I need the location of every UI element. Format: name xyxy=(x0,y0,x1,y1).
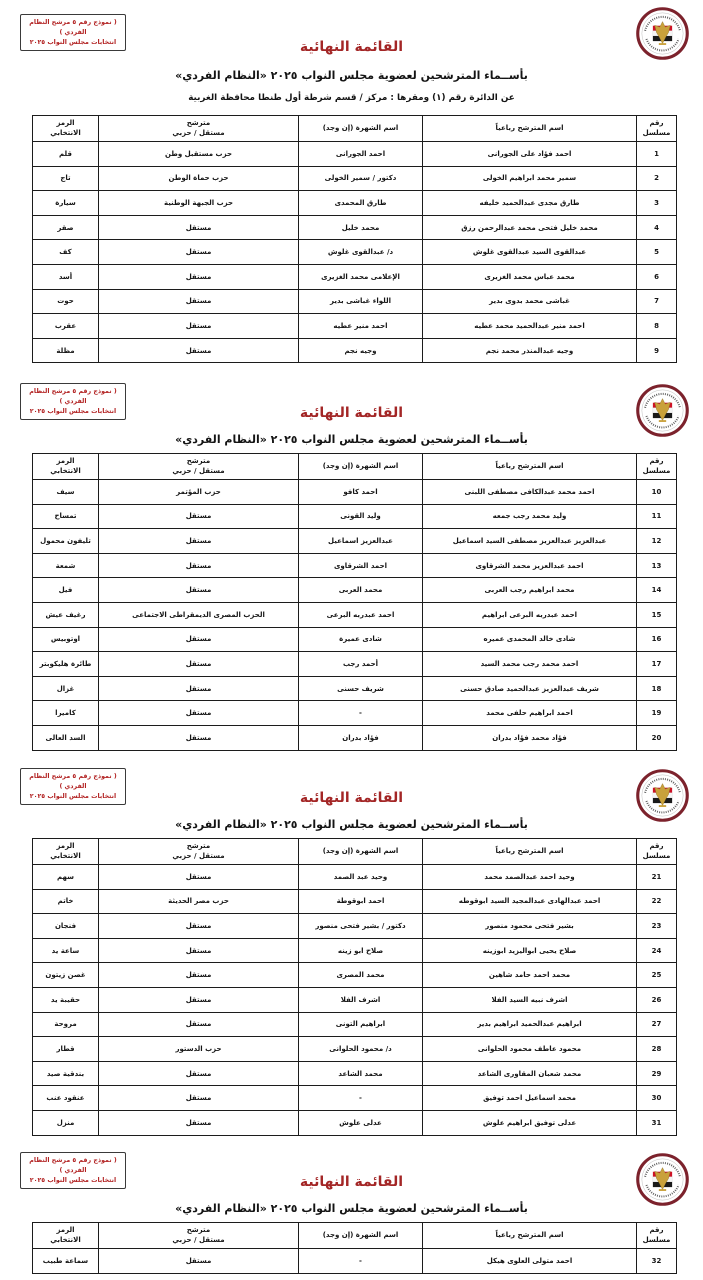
candidate-name-cell: احمد فؤاد على الجورانى xyxy=(423,142,637,167)
serial-cell: 27 xyxy=(637,1012,677,1037)
affiliation-cell: مستقل xyxy=(99,264,299,289)
header-affiliation: مترشح مستقل / حزبي xyxy=(99,116,299,142)
candidate-row xyxy=(33,987,677,1012)
affiliation-cell: حزب المؤتمر xyxy=(99,480,299,505)
serial-cell: 23 xyxy=(637,914,677,939)
candidate-name-cell: احمد ابراهيم حلفى محمد xyxy=(423,701,637,726)
form-box-line2: انتخابات مجلس النواب ٢٠٢٥ xyxy=(29,407,117,415)
candidate-name-cell: عبدالعزيز عبدالعزيز مصطفى السيد اسماعيل xyxy=(423,529,637,554)
affiliation-cell: حزب مصر الحديثة xyxy=(99,889,299,914)
candidate-row xyxy=(33,676,677,701)
affiliation-cell: مستقل xyxy=(99,701,299,726)
page-subtitle: بأســماء المترشحين لعضوية مجلس النواب ٢٠٢٥ «النظام الفردي» xyxy=(175,1202,528,1215)
fame-name-cell: طارق المحمدى xyxy=(299,191,423,216)
serial-cell: 6 xyxy=(637,264,677,289)
page-subtitle: بأســماء المترشحين لعضوية مجلس النواب ٢٠٢٥ «النظام الفردي» xyxy=(175,818,528,831)
header-fame-name: اسم الشهرة (إن وجد) xyxy=(299,839,423,865)
serial-cell: 5 xyxy=(637,240,677,265)
fame-name-cell: وحيد عبد الصمد xyxy=(299,865,423,890)
header-candidate-name: اسم المترشح رباعياً xyxy=(423,454,637,480)
electoral-symbol-cell: حوت xyxy=(33,289,99,314)
candidate-row xyxy=(33,865,677,890)
serial-cell: 17 xyxy=(637,652,677,677)
fame-name-cell: احمد عبدربه البرعى xyxy=(299,602,423,627)
header-electoral-symbol: الرمز الانتخابي xyxy=(33,454,99,480)
affiliation-cell: مستقل xyxy=(99,963,299,988)
electoral-symbol-cell: السد العالى xyxy=(33,725,99,750)
candidate-row xyxy=(33,166,677,191)
candidate-row xyxy=(33,553,677,578)
header-serial: رقم مسلسل xyxy=(637,839,677,865)
affiliation-cell: حزب حماة الوطن xyxy=(99,166,299,191)
header-fame-name: اسم الشهرة (إن وجد) xyxy=(299,116,423,142)
electoral-symbol-cell: شمعة xyxy=(33,553,99,578)
candidate-name-cell: بشير فتحى محمود منصور xyxy=(423,914,637,939)
affiliation-cell: مستقل xyxy=(99,1086,299,1111)
candidate-name-cell: احمد عبدالعزيز محمد الشرقاوى xyxy=(423,553,637,578)
affiliation-cell: مستقل xyxy=(99,529,299,554)
header-electoral-symbol: الرمز الانتخابي xyxy=(33,839,99,865)
affiliation-cell: مستقل xyxy=(99,1061,299,1086)
electoral-symbol-cell: خاتم xyxy=(33,889,99,914)
fame-name-cell: عبدالعزيز اسماعيل xyxy=(299,529,423,554)
fame-name-cell: دكتور / سمير الخولى xyxy=(299,166,423,191)
candidate-row xyxy=(33,725,677,750)
candidates-table xyxy=(32,838,677,1136)
fame-name-cell: وليد القونى xyxy=(299,504,423,529)
table-header-row xyxy=(33,1223,677,1249)
fame-name-cell: اللواء غباشى بدير xyxy=(299,289,423,314)
serial-cell: 15 xyxy=(637,602,677,627)
fame-name-cell: احمد كافو xyxy=(299,480,423,505)
header-candidate-name: اسم المترشح رباعياً xyxy=(423,1223,637,1249)
serial-cell: 31 xyxy=(637,1110,677,1135)
fame-name-cell: شادى عميرة xyxy=(299,627,423,652)
affiliation-cell: مستقل xyxy=(99,865,299,890)
form-box-line2: انتخابات مجلس النواب ٢٠٢٥ xyxy=(29,38,117,46)
affiliation-cell: مستقل xyxy=(99,240,299,265)
candidates-table xyxy=(32,453,677,751)
candidate-name-cell: محمد اسماعيل احمد توفيق xyxy=(423,1086,637,1111)
form-box-line1: ( نموذج رقم ٥ مرشح النظام الفردي ) xyxy=(29,19,117,36)
candidate-row xyxy=(33,480,677,505)
affiliation-cell: مستقل xyxy=(99,578,299,603)
serial-cell: 26 xyxy=(637,987,677,1012)
affiliation-cell: مستقل xyxy=(99,289,299,314)
candidate-row xyxy=(33,1012,677,1037)
electoral-symbol-cell: أسد xyxy=(33,264,99,289)
serial-cell: 30 xyxy=(637,1086,677,1111)
serial-cell: 3 xyxy=(637,191,677,216)
fame-name-cell: احمد ابوقوطة xyxy=(299,889,423,914)
candidate-name-cell: غباشى محمد بدوى بدير xyxy=(423,289,637,314)
candidate-name-cell: عبدالقوى السيد عبدالقوى غلوش xyxy=(423,240,637,265)
candidate-name-cell: احمد منير عبدالحميد محمد عطيه xyxy=(423,314,637,339)
affiliation-cell: الحزب المصرى الديمقراطى الاجتماعى xyxy=(99,602,299,627)
candidates-table xyxy=(32,1222,677,1274)
fame-name-cell: اشرف الفلا xyxy=(299,987,423,1012)
electoral-symbol-cell: فيل xyxy=(33,578,99,603)
electoral-symbol-cell: اوتوبيس xyxy=(33,627,99,652)
candidate-row xyxy=(33,240,677,265)
header-electoral-symbol: الرمز الانتخابي xyxy=(33,1223,99,1249)
header-serial: رقم مسلسل xyxy=(637,116,677,142)
electoral-symbol-cell: كف xyxy=(33,240,99,265)
candidates-table xyxy=(32,115,677,363)
affiliation-cell: مستقل xyxy=(99,1249,299,1274)
affiliation-cell: مستقل xyxy=(99,338,299,363)
candidate-name-cell: محمد احمد حامد شاهين xyxy=(423,963,637,988)
electoral-symbol-cell: تمساح xyxy=(33,504,99,529)
candidate-name-cell: احمد محمد عبدالكافى مصطفى اللبنى xyxy=(423,480,637,505)
affiliation-cell: مستقل xyxy=(99,1012,299,1037)
candidate-row xyxy=(33,314,677,339)
electoral-symbol-cell: غصن زيتون xyxy=(33,963,99,988)
electoral-symbol-cell: منزل xyxy=(33,1110,99,1135)
candidate-row xyxy=(33,889,677,914)
affiliation-cell: مستقل xyxy=(99,627,299,652)
candidate-row xyxy=(33,652,677,677)
candidate-row xyxy=(33,1037,677,1062)
serial-cell: 9 xyxy=(637,338,677,363)
candidate-row xyxy=(33,191,677,216)
header-serial: رقم مسلسل xyxy=(637,454,677,480)
serial-cell: 10 xyxy=(637,480,677,505)
candidate-name-cell: محمد شعبان المقاورى الشاعد xyxy=(423,1061,637,1086)
electoral-symbol-cell: ساعة يد xyxy=(33,938,99,963)
affiliation-cell: مستقل xyxy=(99,938,299,963)
affiliation-cell: حزب مستقبل وطن xyxy=(99,142,299,167)
candidate-row xyxy=(33,215,677,240)
candidate-name-cell: شادى خالد المحمدى عميره xyxy=(423,627,637,652)
electoral-symbol-cell: رغيف عيش xyxy=(33,602,99,627)
candidate-name-cell: محمد خليل فتحى محمد عبدالرحمن رزق xyxy=(423,215,637,240)
fame-name-cell: محمد المصرى xyxy=(299,963,423,988)
header-fame-name: اسم الشهرة (إن وجد) xyxy=(299,454,423,480)
header-affiliation: مترشح مستقل / حزبي xyxy=(99,1223,299,1249)
electoral-symbol-cell: تليفون محمول xyxy=(33,529,99,554)
serial-cell: 12 xyxy=(637,529,677,554)
page-title: القائمة النهائية xyxy=(299,790,404,806)
affiliation-cell: مستقل xyxy=(99,652,299,677)
candidate-name-cell: محمود عاطف محمود الحلوانى xyxy=(423,1037,637,1062)
fame-name-cell: محمد الشاعد xyxy=(299,1061,423,1086)
serial-cell: 22 xyxy=(637,889,677,914)
serial-cell: 25 xyxy=(637,963,677,988)
serial-cell: 18 xyxy=(637,676,677,701)
candidate-row xyxy=(33,627,677,652)
fame-name-cell: شريف حسنى xyxy=(299,676,423,701)
candidate-row xyxy=(33,701,677,726)
candidate-name-cell: محمد ابراهيم رجب العربى xyxy=(423,578,637,603)
serial-cell: 11 xyxy=(637,504,677,529)
candidate-name-cell: احمد متولى العلوى هيكل xyxy=(423,1249,637,1274)
page-title: القائمة النهائية xyxy=(299,405,404,421)
electoral-symbol-cell: طائرة هليكوبتر xyxy=(33,652,99,677)
table-header-row xyxy=(33,454,677,480)
affiliation-cell: مستقل xyxy=(99,1110,299,1135)
table-header-row xyxy=(33,839,677,865)
fame-name-cell: احمد منير عطيه xyxy=(299,314,423,339)
electoral-symbol-cell: حقيبة يد xyxy=(33,987,99,1012)
fame-name-cell: احمد الجورانى xyxy=(299,142,423,167)
serial-cell: 28 xyxy=(637,1037,677,1062)
electoral-symbol-cell: قطار xyxy=(33,1037,99,1062)
fame-name-cell: - xyxy=(299,1086,423,1111)
electoral-symbol-cell: مظلة xyxy=(33,338,99,363)
candidate-row xyxy=(33,1061,677,1086)
fame-name-cell: صلاح ابو زينه xyxy=(299,938,423,963)
candidate-row xyxy=(33,142,677,167)
candidate-row xyxy=(33,504,677,529)
electoral-symbol-cell: غزال xyxy=(33,676,99,701)
affiliation-cell: مستقل xyxy=(99,215,299,240)
form-box-line1: ( نموذج رقم ٥ مرشح النظام الفردي ) xyxy=(29,773,117,790)
fame-name-cell: ابراهيم التونى xyxy=(299,1012,423,1037)
electoral-symbol-cell: سماعة طبيب xyxy=(33,1249,99,1274)
candidate-name-cell: طارق مجدى عبدالحميد خليفه xyxy=(423,191,637,216)
candidate-name-cell: صلاح يحيى ابواليزيد ابوزينه xyxy=(423,938,637,963)
serial-cell: 32 xyxy=(637,1249,677,1274)
serial-cell: 4 xyxy=(637,215,677,240)
candidate-row xyxy=(33,1110,677,1135)
page-subtitle: بأســماء المترشحين لعضوية مجلس النواب ٢٠٢٥ «النظام الفردي» xyxy=(175,433,528,446)
candidate-name-cell: اشرف نبيه السيد الفلا xyxy=(423,987,637,1012)
page-title: القائمة النهائية xyxy=(299,39,404,55)
candidate-name-cell: محمد عباس محمد الغزيرى xyxy=(423,264,637,289)
header-electoral-symbol: الرمز الانتخابي xyxy=(33,116,99,142)
header-affiliation: مترشح مستقل / حزبي xyxy=(99,454,299,480)
serial-cell: 2 xyxy=(637,166,677,191)
fame-name-cell: أحمد رجب xyxy=(299,652,423,677)
serial-cell: 16 xyxy=(637,627,677,652)
electoral-symbol-cell: صقر xyxy=(33,215,99,240)
candidate-row xyxy=(33,1249,677,1274)
electoral-symbol-cell: عقرب xyxy=(33,314,99,339)
affiliation-cell: مستقل xyxy=(99,987,299,1012)
candidate-row xyxy=(33,289,677,314)
affiliation-cell: حزب الجبهة الوطنية xyxy=(99,191,299,216)
form-box-line2: انتخابات مجلس النواب ٢٠٢٥ xyxy=(29,792,117,800)
candidate-name-cell: ابراهيم عبدالحميد ابراهيم بدير xyxy=(423,1012,637,1037)
form-box-line2: انتخابات مجلس النواب ٢٠٢٥ xyxy=(29,1176,117,1184)
fame-name-cell: محمد العربى xyxy=(299,578,423,603)
candidate-name-cell: وجيه عبدالمنذر محمد نجم xyxy=(423,338,637,363)
header-fame-name: اسم الشهرة (إن وجد) xyxy=(299,1223,423,1249)
candidate-name-cell: احمد عبدربه البرعى ابراهيم xyxy=(423,602,637,627)
candidate-name-cell: وليد محمد رجب جمعه xyxy=(423,504,637,529)
electoral-symbol-cell: سهم xyxy=(33,865,99,890)
serial-cell: 1 xyxy=(637,142,677,167)
candidate-row xyxy=(33,938,677,963)
district-line: عن الدائرة رقم (١) ومقرها : مركز / قسم شرطة أول طنطا محافظة الغربية xyxy=(188,93,515,103)
fame-name-cell: وجيه نجم xyxy=(299,338,423,363)
electoral-symbol-cell: بندقية صيد xyxy=(33,1061,99,1086)
serial-cell: 24 xyxy=(637,938,677,963)
fame-name-cell: - xyxy=(299,701,423,726)
candidate-row xyxy=(33,578,677,603)
fame-name-cell: محمد خليل xyxy=(299,215,423,240)
serial-cell: 14 xyxy=(637,578,677,603)
candidate-name-cell: عدلى توفيق ابراهيم علوش xyxy=(423,1110,637,1135)
candidate-name-cell: شريف عبدالعزيز عبدالحميد صادق حسنى xyxy=(423,676,637,701)
fame-name-cell: احمد الشرقاوى xyxy=(299,553,423,578)
serial-cell: 20 xyxy=(637,725,677,750)
affiliation-cell: مستقل xyxy=(99,725,299,750)
candidate-name-cell: سمير محمد ابراهيم الخولى xyxy=(423,166,637,191)
candidate-row xyxy=(33,264,677,289)
electoral-symbol-cell: تاج xyxy=(33,166,99,191)
affiliation-cell: حزب الدستور xyxy=(99,1037,299,1062)
header-candidate-name: اسم المترشح رباعياً xyxy=(423,116,637,142)
fame-name-cell: - xyxy=(299,1249,423,1274)
serial-cell: 8 xyxy=(637,314,677,339)
serial-cell: 13 xyxy=(637,553,677,578)
fame-name-cell: د/ عبدالقوى غلوش xyxy=(299,240,423,265)
serial-cell: 29 xyxy=(637,1061,677,1086)
fame-name-cell: د/ محمود الحلوانى xyxy=(299,1037,423,1062)
candidate-name-cell: وحيد احمد عبدالصمد محمد xyxy=(423,865,637,890)
header-serial: رقم مسلسل xyxy=(637,1223,677,1249)
candidate-row xyxy=(33,338,677,363)
candidate-row xyxy=(33,529,677,554)
affiliation-cell: مستقل xyxy=(99,914,299,939)
candidate-name-cell: احمد محمد رجب محمد السيد xyxy=(423,652,637,677)
serial-cell: 7 xyxy=(637,289,677,314)
candidate-name-cell: فؤاد محمد فؤاد بدران xyxy=(423,725,637,750)
serial-cell: 19 xyxy=(637,701,677,726)
candidate-row xyxy=(33,963,677,988)
page-subtitle: بأســماء المترشحين لعضوية مجلس النواب ٢٠٢٥ «النظام الفردي» xyxy=(175,69,528,82)
electoral-symbol-cell: كاميرا xyxy=(33,701,99,726)
fame-name-cell: عدلى علوش xyxy=(299,1110,423,1135)
electoral-symbol-cell: فنجان xyxy=(33,914,99,939)
electoral-symbol-cell: مروحة xyxy=(33,1012,99,1037)
serial-cell: 21 xyxy=(637,865,677,890)
page-title: القائمة النهائية xyxy=(299,1174,404,1190)
electoral-symbol-cell: سيف xyxy=(33,480,99,505)
electoral-symbol-cell: عنقود عنب xyxy=(33,1086,99,1111)
electoral-symbol-cell: قلم xyxy=(33,142,99,167)
header-candidate-name: اسم المترشح رباعياً xyxy=(423,839,637,865)
affiliation-cell: مستقل xyxy=(99,504,299,529)
affiliation-cell: مستقل xyxy=(99,553,299,578)
header-affiliation: مترشح مستقل / حزبي xyxy=(99,839,299,865)
affiliation-cell: مستقل xyxy=(99,676,299,701)
candidate-row xyxy=(33,914,677,939)
electoral-symbol-cell: سيارة xyxy=(33,191,99,216)
fame-name-cell: دكتور / بشير فتحى منصور xyxy=(299,914,423,939)
table-header-row xyxy=(33,116,677,142)
form-box-line1: ( نموذج رقم ٥ مرشح النظام الفردي ) xyxy=(29,1157,117,1174)
candidate-row xyxy=(33,1086,677,1111)
candidate-row xyxy=(33,602,677,627)
fame-name-cell: الإعلامى محمد الغزيرى xyxy=(299,264,423,289)
candidate-name-cell: احمد عبدالهادى عبدالمجيد السيد ابوقوطه xyxy=(423,889,637,914)
form-box-line1: ( نموذج رقم ٥ مرشح النظام الفردي ) xyxy=(29,388,117,405)
affiliation-cell: مستقل xyxy=(99,314,299,339)
fame-name-cell: فؤاد بدران xyxy=(299,725,423,750)
